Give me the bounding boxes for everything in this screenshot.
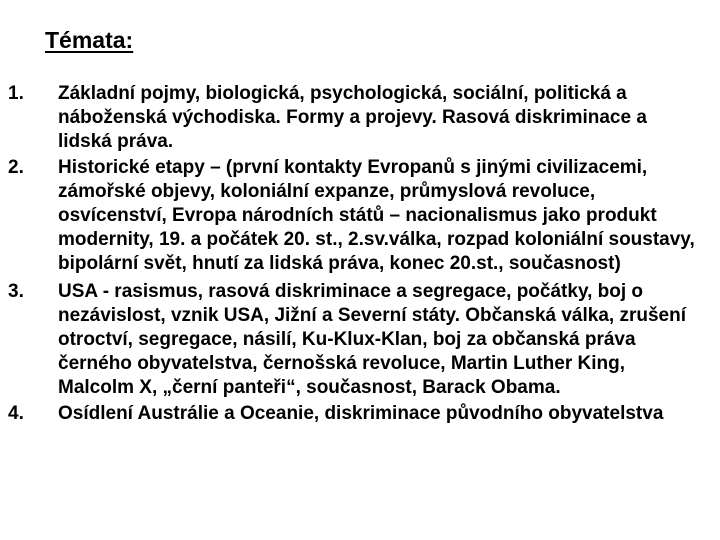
list-item-number: 1.: [8, 83, 24, 104]
topic-list: [0, 82, 720, 426]
list-item: [0, 82, 720, 154]
list-item-text: Historické etapy – (první kontakty Evropanů s jinými civilizacemi, zámořské objevy, koloniální expanze, průmyslová revoluce, osvícenství, Evropa národních států – nacionalismus jako produkt modernity, 19. a počátek 20. st., 2.sv.válka, rozpad koloniální soustavy, bipolární svět, hnutí za lidská práva, konec 20.st., současnost): [58, 157, 695, 274]
list-item-text: USA - rasismus, rasová diskriminace a segregace, počátky, boj o nezávislost, vznik USA, Jižní a Severní státy. Občanská válka, zrušení otroctví, segregace, násilí, Ku-Klux-Klan, boj za občanská práva černého obyvatelstva, černošská revoluce, Martin Luther King, Malcolm X, „černí panteři“, současnost, Barack Obama.: [58, 281, 686, 398]
list-item: [0, 402, 720, 426]
list-item-number: 3.: [8, 281, 24, 302]
list-item: [0, 156, 720, 276]
page-title: Témata:: [45, 27, 134, 53]
list-item: [0, 280, 720, 400]
list-item-text: Základní pojmy, biologická, psychologická, sociální, politická a náboženská východiska. Formy a projevy. Rasová diskriminace a lidská práva.: [58, 83, 647, 152]
list-item-text: Osídlení Austrálie a Oceanie, diskriminace původního obyvatelstva: [58, 403, 664, 424]
list-item-number: 2.: [8, 157, 24, 178]
list-item-number: 4.: [8, 403, 24, 424]
